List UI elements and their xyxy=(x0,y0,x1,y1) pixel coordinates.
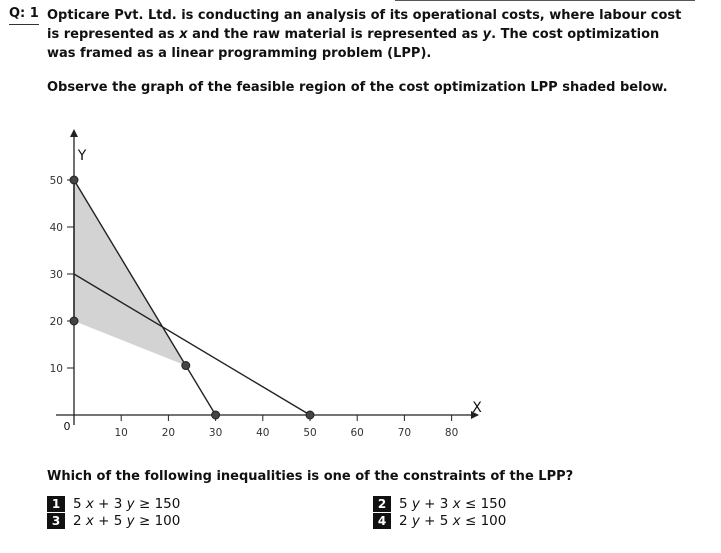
option-number-badge: 3 xyxy=(47,513,65,529)
y-tick-label: 30 xyxy=(49,269,63,281)
x-tick-label: 40 xyxy=(256,427,270,439)
y-axis-label: Y xyxy=(77,148,87,164)
top-rule xyxy=(395,0,695,1)
corner-point xyxy=(70,317,78,325)
x-tick-label: 70 xyxy=(397,427,412,439)
question-intro: Opticare Pvt. Ltd. is conducting an analysis of its operational costs, where labour cost is represented as x and the raw material is represented as y. The cost optimization was framed as a linear programming problem (LPP). xyxy=(47,8,682,61)
constraint-line-1 xyxy=(74,274,310,415)
intro-line-1: Opticare Pvt. Ltd. is conducting an analysis of its operational costs, where labour cost xyxy=(47,8,682,23)
origin-label: 0 xyxy=(63,420,71,433)
option-number-badge: 4 xyxy=(373,513,391,529)
observe-instruction: Observe the graph of the feasible region of the cost optimization LPP shaded below. xyxy=(47,80,668,95)
option-3[interactable]: 3 2 x + 5 y ≥ 100 xyxy=(47,512,180,530)
y-tick-label: 50 xyxy=(49,175,63,187)
option-2[interactable]: 2 5 y + 3 x ≤ 150 xyxy=(373,495,506,513)
y-axis-arrow xyxy=(70,129,78,137)
question-prompt: Which of the following inequalities is one of the constraints of the LPP? xyxy=(47,469,574,484)
option-4[interactable]: 4 2 y + 5 x ≤ 100 xyxy=(373,512,506,530)
x-tick-label: 20 xyxy=(161,427,176,439)
var-x: x xyxy=(179,27,188,42)
intro-line-3: was framed as a linear programming problem (LPP). xyxy=(47,46,432,61)
x-tick-label: 30 xyxy=(208,427,223,439)
option-1[interactable]: 1 5 x + 3 y ≥ 150 xyxy=(47,495,180,513)
question-number: Q: 1 xyxy=(9,6,39,25)
corner-point xyxy=(70,176,78,184)
var-y: y xyxy=(482,27,492,42)
corner-point xyxy=(212,411,220,419)
corner-point xyxy=(182,362,190,370)
corner-point xyxy=(306,411,314,419)
x-axis-label: X xyxy=(472,400,482,416)
feasible-region-graph xyxy=(0,120,500,445)
y-tick-label: 20 xyxy=(49,316,63,328)
y-tick-label: 10 xyxy=(49,363,63,375)
x-tick-label: 80 xyxy=(444,427,459,439)
x-tick-label: 60 xyxy=(350,427,364,439)
x-tick-label: 10 xyxy=(114,427,128,439)
option-number-badge: 2 xyxy=(373,496,391,512)
option-number-badge: 1 xyxy=(47,496,65,512)
x-tick-label: 50 xyxy=(303,427,317,439)
y-tick-label: 40 xyxy=(49,222,63,234)
